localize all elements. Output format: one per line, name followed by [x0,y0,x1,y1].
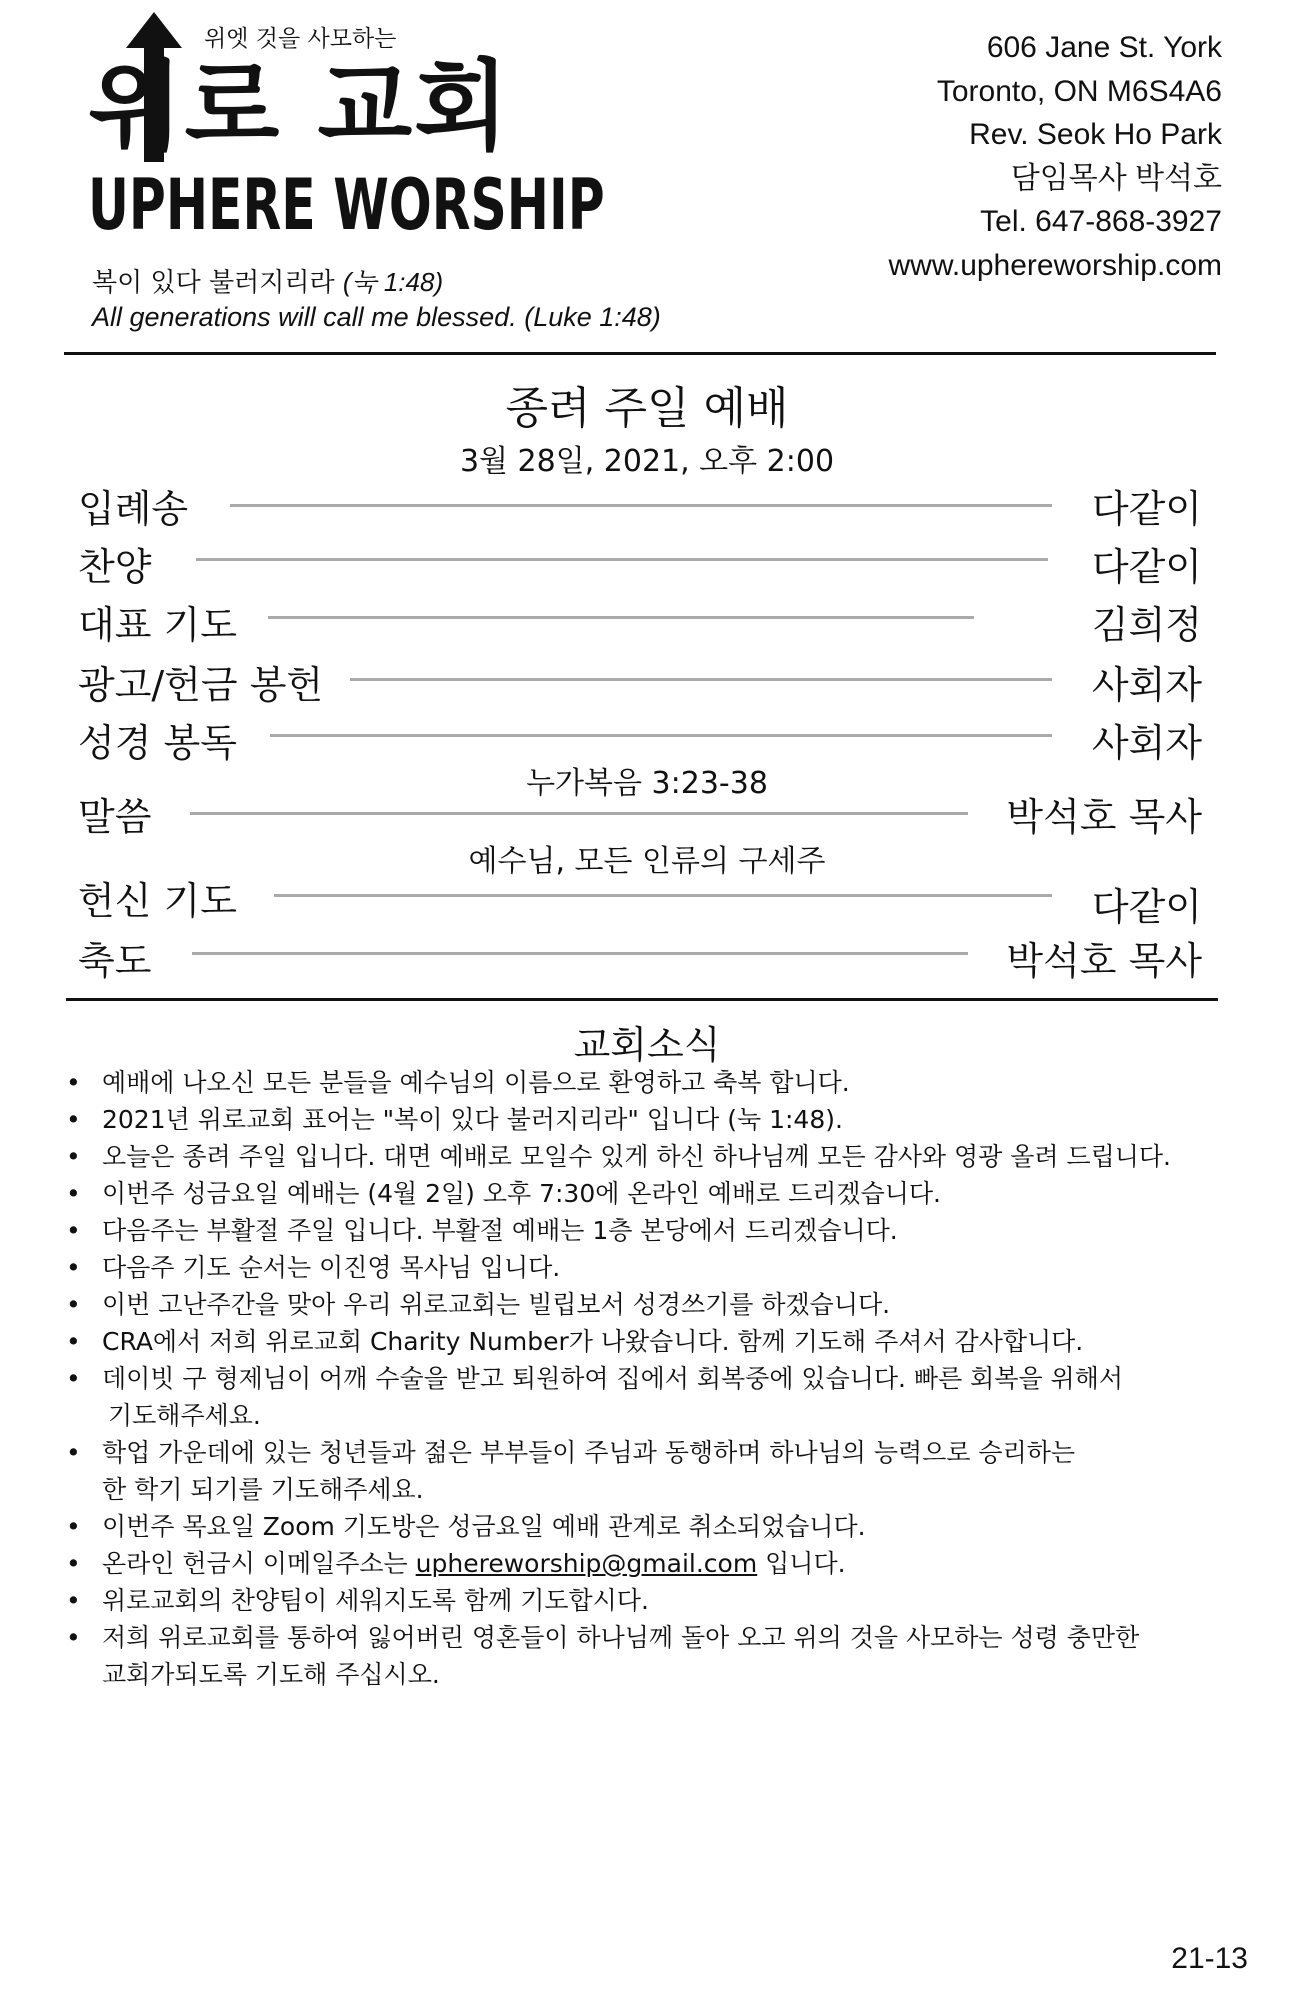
news-item-line: 기도해주세요. [108,1401,261,1430]
news-item [62,1360,1232,1434]
sermon-title: 예수님, 모든 인류의 구세주 [468,844,826,879]
service-divider [66,998,1218,1001]
order-item-leader-line [350,678,1052,681]
news-item: • CRA에서 저희 위로교회 Charity Number가 나왔습니다. 함께 기도해 주셔서 감사합니다. [62,1323,1232,1360]
page-number: 21-13 [1171,1942,1248,1975]
contact-pastor-en: Rev. Seok Ho Park [969,118,1222,151]
scripture-reference: 누가복음 3:23-38 [526,766,768,801]
order-item-leader-line [274,894,1052,897]
header-divider [64,352,1216,355]
news-item-line: 교회가되도록 기도해 주십시오. [102,1660,440,1689]
order-item-label: 말씀 [78,795,152,839]
order-item-leader: 다같이 [1091,885,1202,929]
order-item-leader: 사회자 [1091,663,1202,707]
news-item: • 예배에 나오신 모든 분들을 예수님의 이름으로 환영하고 축복 합니다. [62,1064,1232,1101]
news-item-line: 저희 위로교회를 통하여 잃어버린 영혼들이 하나님께 돌아 오고 위의 것을 사모하는 성령 충만한 [102,1623,1140,1652]
order-item-leader: 박석호 목사 [1006,795,1202,839]
news-item-line: 한 학기 되기를 기도해주세요. [102,1475,424,1504]
news-item [62,1545,1232,1582]
order-item-label: 대표 기도 [78,603,237,647]
news-item [62,1619,1232,1693]
news-item: • 다음주 기도 순서는 이진영 목사님 입니다. [62,1249,1232,1286]
news-item: • 이번 고난주간을 맞아 우리 위로교회는 빌립보서 성경쓰기를 하겠습니다. [62,1286,1232,1323]
news-item-text: 입니다. [765,1549,846,1578]
contact-block [889,26,1222,287]
order-item-leader-line [192,952,968,955]
service-date: 3월 28일, 2021, 오후 2:00 [459,444,835,479]
news-title: 교회소식 [573,1023,721,1067]
offering-email-link[interactable]: uphereworship@gmail.com [415,1549,758,1578]
order-item-label: 입례송 [78,487,189,531]
order-item-leader: 김희정 [1091,603,1202,647]
order-item-label: 광고/헌금 봉헌 [78,663,324,707]
contact-address-city: Toronto, ON M6S4A6 [936,74,1222,108]
church-name-english: UPHERE WORSHIP [88,164,605,246]
church-name-korean: 위로 교회 [88,50,511,164]
contact-website[interactable]: www.uphereworship.com [888,248,1222,282]
logo-tagline: 위엣 것을 사모하는 [204,26,397,52]
order-item-leader-line [190,812,968,815]
news-item: • 이번주 목요일 Zoom 기도방은 성금요일 예배 관계로 취소되었습니다. [62,1508,1232,1545]
service-title: 종려 주일 예배 [505,383,789,434]
news-item-line: 학업 가운데에 있는 청년들과 젊은 부부들이 주님과 동행하며 하나님의 능력으로 승리하는 [102,1438,1076,1467]
order-item-label: 축도 [78,939,152,983]
news-item-line: 데이빗 구 형제님이 어깨 수술을 받고 퇴원하여 집에서 회복중에 있습니다. 빠른 회복을 위해서 [102,1364,1124,1393]
order-item-leader: 박석호 목사 [1006,939,1202,983]
news-item: • 오늘은 종려 주일 입니다. 대면 예배로 모일수 있게 하신 하나님께 모든 감사와 영광 올려 드립니다. [62,1138,1232,1175]
order-item-leader: 다같이 [1091,545,1202,589]
contact-address-street: 606 Jane St. York [986,31,1222,64]
order-item-leader-line [230,504,1052,507]
news-list [62,1064,1232,1693]
contact-phone: Tel. 647-868-3927 [980,205,1222,238]
news-item: • 이번주 성금요일 예배는 (4월 2일) 오후 7:30에 온라인 예배로 드리겠습니다. [62,1175,1232,1212]
order-item-leader: 사회자 [1091,721,1202,765]
verse-korean-text: 복이 있다 불러지리라 [92,268,335,298]
verse-english: All generations will call me blessed. (Luke 1:48) [92,302,661,332]
news-item: • 위로교회의 찬양팀이 세워지도록 함께 기도합시다. [62,1582,1232,1619]
order-item-label: 찬양 [78,545,152,589]
news-item-text: 온라인 헌금시 이메일주소는 [102,1549,408,1578]
news-item: • 다음주는 부활절 주일 입니다. 부활절 예배는 1층 본당에서 드리겠습니다. [62,1212,1232,1249]
news-item: • 2021년 위로교회 표어는 "복이 있다 불러지리라" 입니다 (눅 1:48). [62,1101,1232,1138]
news-item [62,1434,1232,1508]
order-item-leader-line [196,558,1048,561]
verse-korean [92,262,443,299]
verse-korean-ref: (눅 1:48) [342,267,444,297]
order-item-leader-line [268,616,974,619]
order-item-leader-line [270,734,1052,737]
contact-pastor-ko: 담임목사 박석호 [1010,161,1222,195]
order-item-label: 헌신 기도 [78,879,237,923]
order-item-leader: 다같이 [1091,487,1202,531]
order-item-label: 성경 봉독 [78,721,237,765]
